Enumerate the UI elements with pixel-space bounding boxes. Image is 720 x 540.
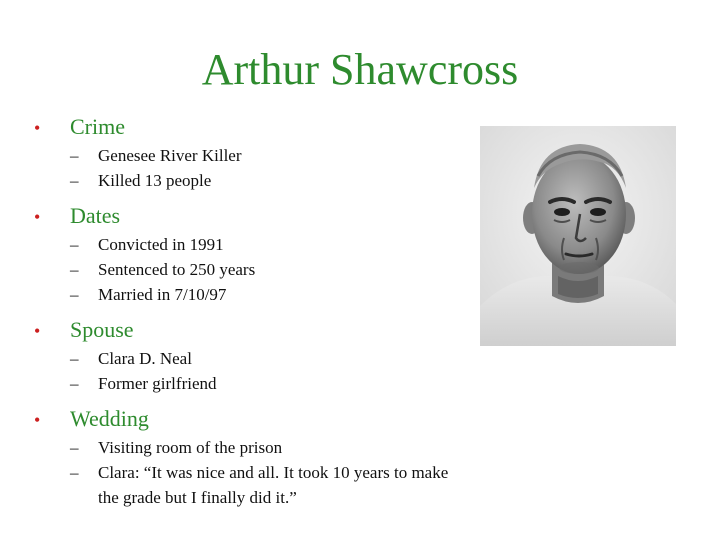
sub-item-text: Sentenced to 250 years — [98, 260, 256, 279]
sub-item-text: Former girlfriend — [98, 374, 217, 393]
sub-item — [34, 257, 484, 282]
sub-item — [34, 435, 484, 460]
sub-item-text: Killed 13 people — [98, 171, 212, 190]
bullet-wedding — [34, 404, 484, 435]
sub-item-text: Genesee River Killer — [98, 146, 242, 165]
sub-item — [34, 168, 484, 193]
sub-list-crime — [34, 143, 484, 193]
dash-icon: – — [70, 438, 79, 457]
dash-icon: – — [70, 374, 79, 393]
bullet-heading: Crime — [70, 114, 125, 139]
sub-list-wedding — [34, 435, 484, 510]
sub-item — [34, 232, 484, 257]
sub-list-dates — [34, 232, 484, 307]
bullet-dot-icon: • — [34, 410, 41, 430]
sub-item-text: Married in 7/10/97 — [98, 285, 227, 304]
dash-icon: – — [70, 260, 79, 279]
sub-item — [34, 371, 484, 396]
bullet-heading: Spouse — [70, 317, 134, 342]
sub-item-text: Clara D. Neal — [98, 349, 192, 368]
sub-item-text: Visiting room of the prison — [98, 438, 283, 457]
bullet-crime — [34, 112, 484, 143]
bullet-dot-icon: • — [34, 321, 41, 341]
bullet-spouse — [34, 315, 484, 346]
dash-icon: – — [70, 146, 79, 165]
sub-item-text: Convicted in 1991 — [98, 235, 224, 254]
sub-item — [34, 143, 484, 168]
sub-item — [34, 282, 484, 307]
bullet-heading: Wedding — [70, 406, 149, 431]
bullet-dates — [34, 201, 484, 232]
bullet-dot-icon: • — [34, 207, 41, 227]
dash-icon: – — [70, 235, 79, 254]
sub-list-spouse — [34, 346, 484, 396]
dash-icon: – — [70, 463, 79, 482]
sub-item-text: Clara: “It was nice and all. It took 10 years to make the grade but I finally did it.” — [98, 463, 449, 507]
dash-icon: – — [70, 285, 79, 304]
dash-icon: – — [70, 171, 79, 190]
bullet-list — [34, 112, 484, 518]
slide-title: Arthur Shawcross — [201, 45, 519, 94]
sub-item — [34, 460, 484, 510]
dash-icon: – — [70, 349, 79, 368]
bullet-heading: Dates — [70, 203, 121, 228]
bullet-dot-icon: • — [34, 118, 41, 138]
sub-item — [34, 346, 484, 371]
portrait-photo — [480, 126, 676, 346]
